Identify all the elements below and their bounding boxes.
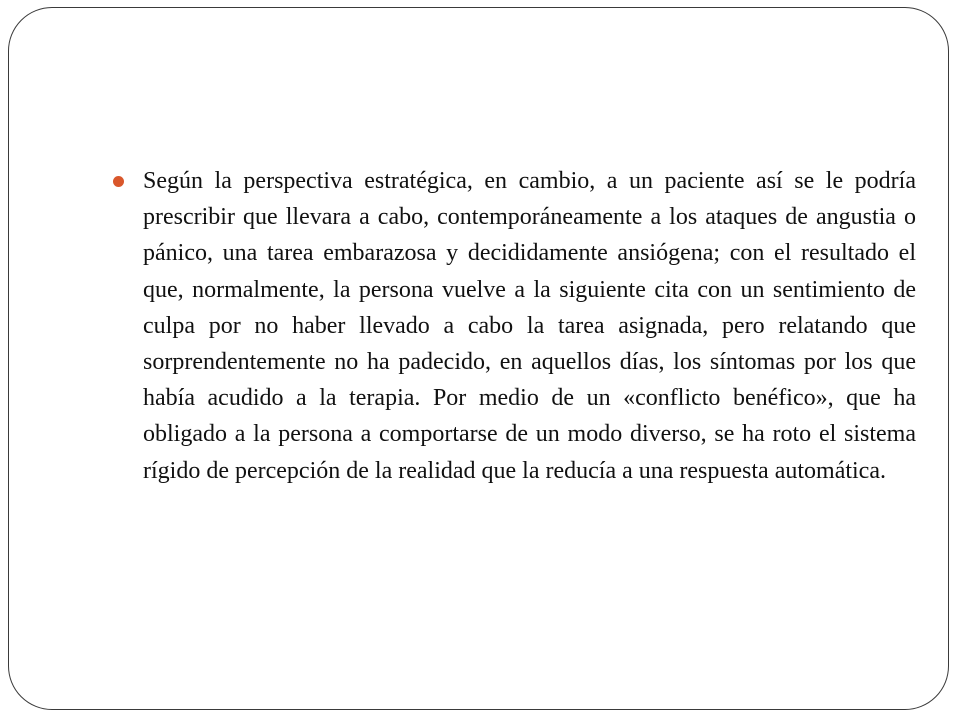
bullet-dot-icon	[113, 176, 124, 187]
bullet-paragraph: Según la perspectiva estratégica, en cambio, a un paciente así se le podría prescribir que llevara a cabo, contemporáneamente a los ataques de angustia o pánico, una tarea embarazosa y decididamente ansiógena; con el resultado el que, normalmente, la persona vuelve a la siguiente cita con un sentimiento de culpa por no haber llevado a cabo la tarea asignada, pero relatando que sorprendentemente no ha padecido, en aquellos días, los síntomas por los que había acudido a la terapia. Por medio de un «conflicto benéfico», que ha obligado a la persona a comportarse de un modo diverso, se ha roto el sistema rígido de percepción de la realidad que la reducía a una respuesta automática.	[143, 168, 916, 484]
slide-frame	[8, 7, 949, 710]
